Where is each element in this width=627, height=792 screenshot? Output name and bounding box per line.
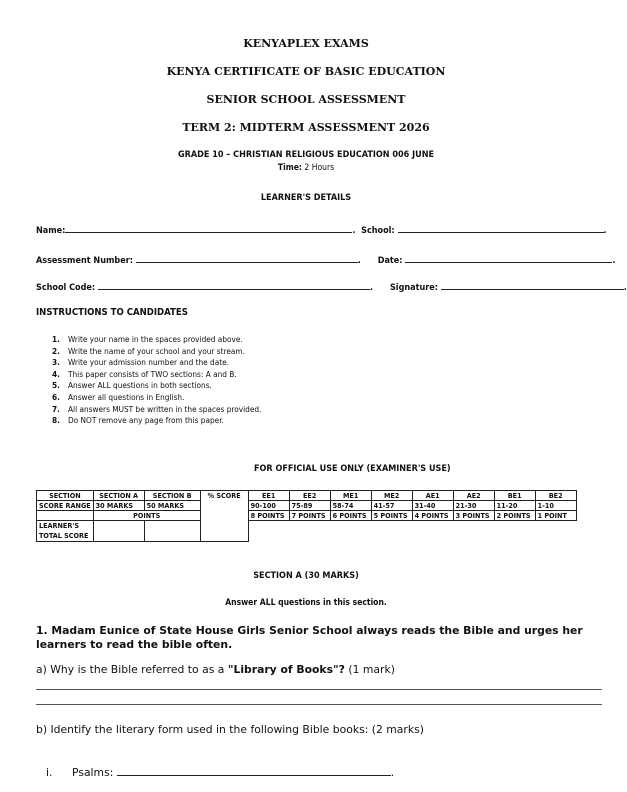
date-field[interactable] (405, 254, 612, 263)
question-1a: a) Why is the Bible referred to as a "Library of Books"? (1 mark) (36, 663, 395, 676)
time-value: 2 Hours (301, 163, 335, 173)
instruction-item: 3. Write your admission number and the date. (52, 357, 229, 368)
psalms-answer-field[interactable] (117, 765, 391, 776)
name-label: Name: (36, 226, 66, 236)
certificate-title: KENYA CERTIFICATE OF BASIC EDUCATION (166, 65, 446, 78)
instruction-item: 1. Write your name in the spaces provided above. (52, 334, 243, 344)
time-line (0, 163, 612, 173)
section-b-score-cell[interactable] (144, 521, 200, 542)
instruction-item: 8. Do NOT remove any page from this paper. (52, 415, 224, 426)
section-a-score-cell[interactable] (93, 521, 144, 542)
instruction-item: 7. All answers MUST be written in the spaces provided. (52, 403, 262, 414)
date-label: Date: (377, 256, 403, 266)
section-a-instruction: Answer ALL questions in this section. (225, 598, 387, 608)
question-1b-i: i. Psalms: . (46, 766, 395, 779)
instruction-item: 4. This paper consists of TWO sections: A and B. (52, 368, 237, 379)
school-code-label: School Code: (36, 283, 96, 293)
school-code-field[interactable] (98, 281, 370, 290)
section-a-title: SECTION A (30 MARKS) (253, 571, 359, 581)
school-code-row: School Code: . Signature: . (36, 283, 627, 293)
school-field[interactable] (398, 224, 604, 233)
school-label: School: (361, 226, 395, 236)
instruction-item: 2. Write the name of your school and your stream. (52, 345, 245, 356)
official-use-title: FOR OFFICIAL USE ONLY (EXAMINER'S USE) (254, 464, 451, 474)
term-title: TERM 2: MIDTERM ASSESSMENT 2026 (182, 121, 430, 134)
assessment-number-row: Assessment Number: . Date: . (36, 256, 616, 266)
instructions-title: INSTRUCTIONS TO CANDIDATES (36, 307, 188, 318)
table-row: SECTION SECTION A SECTION B % SCORE EE1 EE2 ME1 ME2 AE1 AE2 BE1 BE2 (37, 491, 577, 501)
answer-line[interactable] (36, 704, 602, 705)
exam-body-title: KENYAPLEX EXAMS (243, 37, 369, 50)
instruction-item: 6. Answer all questions in English. (52, 391, 185, 402)
answer-line[interactable] (36, 689, 602, 690)
name-row: Name: . School: . (36, 226, 607, 236)
table-row: POINTS 8 POINTS 7 POINTS 6 POINTS 5 POINTS 4 POINTS 3 POINTS 2 POINTS 1 POINT (37, 511, 577, 521)
instruction-item: 5. Answer ALL questions in both sections. (52, 380, 212, 391)
subject-title: GRADE 10 – CHRISTIAN RELIGIOUS EDUCATION 006 JUNE (177, 150, 435, 160)
signature-field[interactable] (441, 281, 624, 290)
assessment-number-field[interactable] (136, 254, 358, 263)
time-label: Time: (277, 163, 302, 173)
assessment-number-label: Assessment Number: (36, 256, 133, 266)
question-1-stem: 1. Madam Eunice of State House Girls Senior School always reads the Bible and urges her learners to read the bible often. (36, 624, 583, 651)
score-table (36, 490, 577, 542)
learner-details-title: LEARNER'S DETAILS (260, 193, 352, 203)
signature-label: Signature: (389, 283, 438, 293)
name-field[interactable] (65, 224, 352, 233)
table-row: SCORE RANGE 30 MARKS 50 MARKS 90-100 75-89 58-74 41-57 31-40 21-30 11-20 1-10 (37, 501, 577, 511)
instructions-list (52, 334, 261, 427)
question-1b: b) Identify the literary form used in the following Bible books: (2 marks) (36, 723, 424, 736)
table-row: LEARNER'S TOTAL SCORE (37, 521, 577, 542)
assessment-title: SENIOR SCHOOL ASSESSMENT (206, 93, 406, 106)
